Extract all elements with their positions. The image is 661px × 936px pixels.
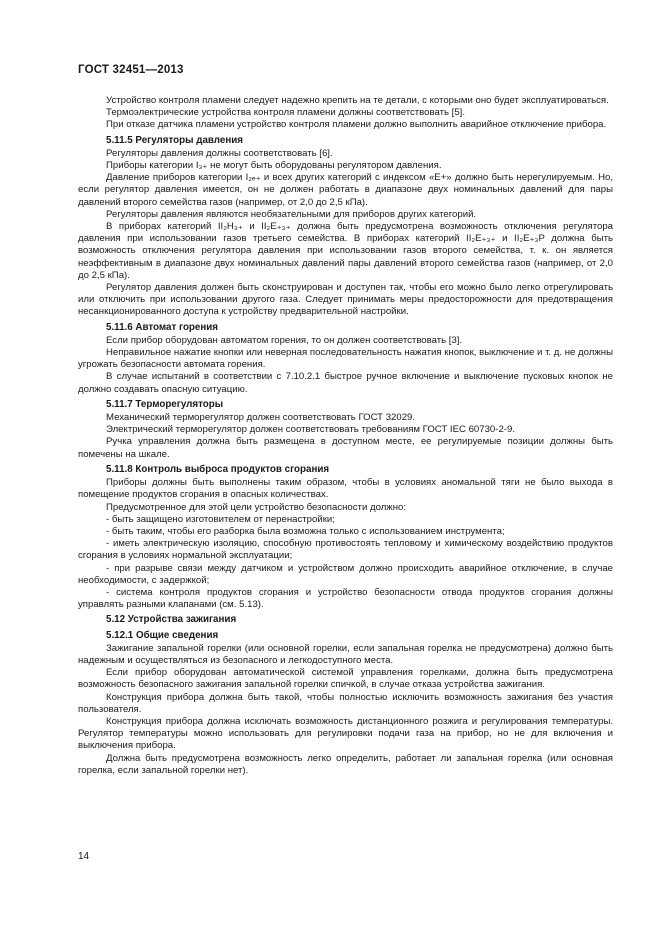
paragraph: В приборах категорий II₂H₃₊ и II₂E₊₃₊ должна быть предусмотрена возможность отключения регулятора давления при использовании газов третьего семейства. В приборах категорий II₂E₊₃₊ и II₂E₊₃P должна быть возможность отключения регулятора давления при использовании газов второго семейства, т. к. он является неэффективным в диапазоне двух номинальных давлений пары давлений второго семейства газов (например, от 2,0 до 2,5 кПа). bbox=[78, 221, 613, 281]
paragraph: Термоэлектрические устройства контроля пламени должны соответствовать [5]. bbox=[106, 107, 466, 119]
section-heading: 5.12 Устройства зажигания bbox=[106, 614, 237, 626]
paragraph: Конструкция прибора должна исключать возможность дистанционного розжига и регулирования температуры. Регулятор температуры можно использовать для регулировки подачи газа на прибор, но не для включения и выключения прибора. bbox=[78, 715, 613, 752]
paragraph: В случае испытаний в соответствии с 7.10.2.1 быстрое ручное включение и выключение пусковых кнопок не должно создавать опасную ситуацию. bbox=[78, 371, 613, 395]
section-heading: 5.12.1 Общие сведения bbox=[106, 629, 219, 641]
paragraph: Предусмотренное для этой цели устройство безопасности должно: bbox=[106, 501, 407, 513]
section-heading: 5.11.7 Терморегуляторы bbox=[106, 398, 224, 410]
document-body bbox=[78, 95, 613, 777]
paragraph: Электрический терморегулятор должен соответствовать требованиям ГОСТ IEC 60730-2-9. bbox=[106, 424, 515, 436]
document-header: ГОСТ 32451—2013 bbox=[78, 64, 184, 76]
paragraph: - при разрыве связи между датчиком и устройством должно происходить аварийное отключение, в случае необходимости, с задержкой; bbox=[78, 562, 613, 586]
paragraph: Если прибор оборудован автоматом горения, то он должен соответствовать [3]. bbox=[106, 334, 463, 346]
paragraph: Должна быть предусмотрена возможность легко определить, работает ли запальная горелка (или основная горелка, если запальной горелки нет). bbox=[78, 752, 613, 776]
paragraph: Приборы категории I₃₊ не могут быть оборудованы регулятором давления. bbox=[106, 160, 442, 172]
paragraph: Если прибор оборудован автоматической системой управления горелками, должна быть предусмотрена возможность безопасного зажигания запальной горелки спичкой, в случае отказа устройства зажигания. bbox=[78, 667, 613, 691]
paragraph: Неправильное нажатие кнопки или неверная последовательность нажатия кнопок, выключение и т. д. не должны угрожать безопасности автомата горения. bbox=[78, 347, 613, 371]
paragraph: При отказе датчика пламени устройство контроля пламени должно выполнить аварийное отключение прибора. bbox=[106, 119, 607, 131]
paragraph: Конструкция прибора должна быть такой, чтобы полностью исключить возможность зажигания без участия пользователя. bbox=[78, 691, 613, 715]
section-heading: 5.11.5 Регуляторы давления bbox=[106, 134, 243, 146]
paragraph: - иметь электрическую изоляцию, способную противостоять тепловому и химическому воздействию продуктов сгорания в условиях нормальной эксплуатации; bbox=[78, 538, 613, 562]
paragraph: Устройство контроля пламени следует надежно крепить на те детали, с которыми оно будет эксплуатироваться. bbox=[106, 95, 609, 106]
paragraph: Зажигание запальной горелки (или основной горелки, если запальная горелка не предусмотрена) должно быть надежным и осуществляться из безопасного и легкодоступного места. bbox=[78, 642, 613, 666]
section-heading: 5.11.8 Контроль выброса продуктов сгорания bbox=[106, 463, 330, 475]
paragraph: - быть таким, чтобы его разборка была возможна только с использованием инструмента; bbox=[106, 525, 505, 537]
paragraph: - система контроля продуктов сгорания и устройство безопасности отвода продуктов сгорания должны управлять разными клапанами (см. 5.13). bbox=[78, 586, 613, 611]
paragraph: Механический терморегулятор должен соответствовать ГОСТ 32029. bbox=[106, 412, 416, 424]
paragraph: Регуляторы давления являются необязательными для приборов других категорий. bbox=[106, 208, 477, 220]
paragraph: - быть защищено изготовителем от перенастройки; bbox=[106, 513, 335, 525]
paragraph: Регуляторы давления должны соответствовать [6]. bbox=[106, 147, 333, 159]
paragraph: Ручка управления должна быть размещена в доступном месте, ее регулируемые позиции должны быть помечены на шкале. bbox=[78, 436, 613, 460]
paragraph: Давление приборов категории I₂ₑ₊ и всех других категорий с индексом «Е+» должно быть нерегулируемым. Но, если регулятор давления имеется, он не должен работать в диапазоне двух номинальных давлений для пары давлений второго семейства газов (например, от 2,0 до 2,5 кПа). bbox=[78, 172, 613, 208]
paragraph: Регулятор давления должен быть сконструирован и доступен так, чтобы его можно было легко отрегулировать или отключить при использовании другого газа. Следует принимать меры предосторожности для предотвращения несанкционированного доступа к устройству предварительной настройки. bbox=[78, 282, 613, 318]
page-number: 14 bbox=[78, 851, 90, 862]
paragraph: Приборы должны быть выполнены таким образом, чтобы в условиях аномальной тяги не было выхода в помещение продуктов сгорания в опасных количествах. bbox=[78, 477, 613, 501]
section-heading: 5.11.6 Автомат горения bbox=[106, 321, 219, 333]
